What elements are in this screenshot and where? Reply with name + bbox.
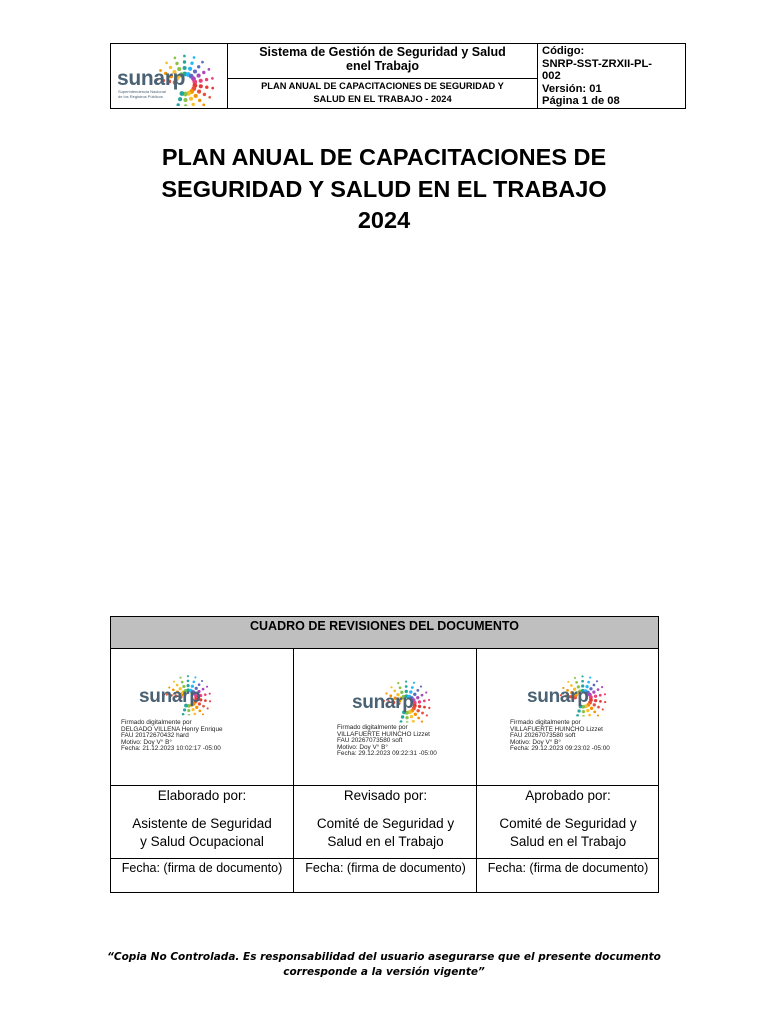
sunburst-dot <box>193 56 196 59</box>
sunburst-dot <box>189 97 193 101</box>
sunburst-dot <box>428 699 430 701</box>
sunburst-dot <box>421 694 424 697</box>
signature-line: VILLAFUERTE HUINCHO Lizzet <box>510 725 603 733</box>
document-title <box>100 142 668 237</box>
sunburst-dot <box>177 103 180 106</box>
sunburst-dot <box>405 716 408 719</box>
sunburst-dot <box>588 714 591 717</box>
date-cell: Fecha: (firma de documento) <box>121 861 283 875</box>
sunburst-dot <box>593 711 596 714</box>
sunburst-dot <box>179 677 181 679</box>
sunburst-dot <box>416 696 419 699</box>
sunburst-dot <box>421 721 423 723</box>
signature-line: DELGADO VILLENA Henry Enrique <box>121 725 223 733</box>
code-label: Código: <box>542 45 585 57</box>
header-title-cell <box>228 44 538 108</box>
sunburst-dot <box>178 97 182 101</box>
sunarp-wordmark: sunarp <box>527 686 589 707</box>
sunburst-dot <box>593 684 596 687</box>
system-title <box>228 44 537 79</box>
sunburst-dot <box>198 99 201 102</box>
sunburst-dot <box>173 681 175 683</box>
sunburst-dot <box>594 699 597 702</box>
sunburst-dot <box>202 705 205 708</box>
signature-line: Firmado digitalmente por <box>510 719 581 726</box>
sunburst-dot <box>199 79 203 83</box>
sunburst-dot <box>589 687 592 690</box>
sunburst-dot <box>203 93 206 96</box>
footer-line-1: “Copia No Controlada. Es responsabilidad del usuario asegurarse que el presente documento <box>107 951 661 963</box>
sunburst-dot <box>604 701 606 703</box>
system-title-line-1: Sistema de Gestión de Seguridad y Salud <box>259 45 506 59</box>
sunburst-dot <box>201 680 203 682</box>
sunburst-dot <box>193 713 196 716</box>
sunburst-dot <box>581 675 583 677</box>
sunburst-dot <box>401 715 404 718</box>
signature-line: Fecha: 21.12.2023 10:02:17 -05:00 <box>121 745 221 753</box>
sunburst-dot <box>581 680 584 683</box>
sunburst-dot <box>182 713 185 715</box>
sunburst-dot <box>423 700 426 703</box>
signature-logo <box>139 668 239 718</box>
sunburst-dot <box>208 68 211 71</box>
signature-block <box>294 648 477 786</box>
sunburst-dot <box>593 703 596 706</box>
sunburst-dot <box>188 67 192 71</box>
sunburst-dot <box>597 714 599 716</box>
signature-logo <box>352 675 452 725</box>
sunburst-dot <box>208 96 211 99</box>
sunburst-dot <box>601 686 603 688</box>
sunburst-dot <box>183 60 186 63</box>
role-name-line-2: y Salud Ocupacional <box>140 834 264 849</box>
sunburst-dot <box>602 708 604 710</box>
sunburst-dot <box>211 77 214 80</box>
plan-subtitle-line-1: PLAN ANUAL DE CAPACITACIONES DE SEGURIDAD Y <box>261 81 504 91</box>
system-title-line-2: enel Trabajo <box>346 59 419 73</box>
sunburst-dot <box>599 700 602 703</box>
revisions-table <box>110 616 659 893</box>
sunburst-dot <box>199 710 202 713</box>
sunburst-dot <box>567 681 569 683</box>
role-name-line-2: Salud en el Trabajo <box>327 834 444 849</box>
signature-block <box>111 648 293 786</box>
sunburst-dot <box>180 91 185 96</box>
page-number: Página 1 de 08 <box>542 95 620 108</box>
title-line-2: SEGURIDAD Y SALUD EN EL TRABAJO <box>161 175 607 202</box>
role-name-line-1: Comité de Seguridad y <box>499 816 637 831</box>
sunburst-dot <box>589 677 591 679</box>
sunburst-dot <box>582 715 585 716</box>
sunburst-dot <box>400 720 403 722</box>
sunburst-dot <box>188 714 191 715</box>
sunburst-dot <box>596 680 598 682</box>
signature-text <box>121 720 223 753</box>
role-name <box>111 815 293 851</box>
role-name-line-1: Asistente de Seguridad <box>132 816 272 831</box>
sunburst-dot <box>207 707 209 709</box>
sunburst-dot <box>190 62 193 65</box>
sunburst-dot <box>425 691 427 693</box>
signature-logo <box>527 670 627 720</box>
version: Versión: 01 <box>542 82 602 95</box>
sunburst-dot <box>204 693 207 696</box>
code-value-2: 002 <box>542 70 561 83</box>
revision-column-revisado <box>293 648 477 892</box>
plan-subtitle <box>228 79 537 108</box>
header-logo-cell <box>111 44 228 108</box>
sunburst-dot <box>202 713 204 715</box>
sunburst-dot <box>587 681 590 684</box>
sunburst-dot <box>205 86 208 89</box>
document-header <box>110 43 686 109</box>
sunarp-wordmark: sunarp <box>352 692 414 713</box>
sunarp-wordmark: sunarp <box>139 686 201 707</box>
sunburst-dot <box>194 94 198 98</box>
sunburst-dot <box>390 686 392 688</box>
title-line-1: PLAN ANUAL DE CAPACITACIONES DE <box>161 144 607 170</box>
sunarp-subtitle-2: de los Registros Públicos <box>118 94 163 99</box>
sunburst-dot <box>414 713 417 716</box>
role-cell <box>477 785 659 859</box>
sunburst-dot <box>418 705 421 708</box>
sunburst-dot <box>204 699 207 702</box>
sunburst-dot <box>187 680 190 683</box>
sunburst-dot <box>405 685 408 688</box>
sunburst-dot <box>420 685 422 687</box>
sunburst-dot <box>410 715 413 718</box>
sunburst-dot <box>416 709 419 712</box>
role-label: Aprobado por: <box>525 788 611 803</box>
sunburst-dot <box>417 717 420 720</box>
sunburst-dot <box>202 71 205 74</box>
plan-subtitle-line-2: SALUD EN EL TRABAJO - 2024 <box>313 94 452 104</box>
sunburst-dot <box>590 707 593 710</box>
sunburst-dot <box>202 688 205 691</box>
role-label: Elaborado por: <box>157 788 247 803</box>
sunburst-dot <box>397 682 399 684</box>
sunburst-dot <box>192 103 195 106</box>
sunburst-dot <box>197 90 201 94</box>
sunburst-dot <box>197 65 200 68</box>
sunburst-dot <box>211 87 214 90</box>
signature-block <box>477 648 659 786</box>
code-value-1: SNRP-SST-ZRXII-PL- <box>542 57 653 70</box>
sunburst-dot <box>165 62 168 65</box>
sunarp-logo <box>115 48 223 104</box>
sunburst-dot <box>405 680 407 682</box>
signature-line: Motivo: Doy V° B° <box>121 738 172 746</box>
sunburst-dot <box>194 676 196 678</box>
date-cell: Fecha: (firma de documento) <box>487 861 649 875</box>
sunburst-dot <box>416 689 419 692</box>
header-code-cell <box>538 44 685 108</box>
sunburst-dot <box>191 708 194 711</box>
signature-line: Motivo: Doy V° B° <box>337 743 388 751</box>
revision-column-elaborado <box>111 648 293 892</box>
sunburst-dot <box>592 690 595 693</box>
sunburst-dot <box>201 61 204 64</box>
sunburst-dot <box>576 714 579 716</box>
role-name <box>477 815 659 851</box>
signature-text <box>337 725 437 758</box>
sunburst-dot <box>406 721 409 722</box>
sunburst-dot <box>597 688 600 691</box>
sunburst-dot <box>174 57 177 60</box>
role-cell <box>111 785 293 859</box>
signature-line: Firmado digitalmente por <box>337 724 408 731</box>
sunburst-dot <box>206 686 208 688</box>
sunburst-dot <box>175 62 178 65</box>
signature-line: VILLAFUERTE HUINCHO Lizzet <box>337 730 430 738</box>
sunburst-dot <box>423 706 426 709</box>
sunburst-dot <box>181 681 184 684</box>
sunburst-dot <box>594 695 597 698</box>
sunburst-dot <box>183 98 187 102</box>
sunburst-dot <box>202 104 205 106</box>
sunburst-dot <box>426 714 428 716</box>
sunburst-dot <box>604 693 606 695</box>
signature-line: Fecha: 29.12.2023 09:22:31 -05:00 <box>337 750 437 758</box>
sunburst-dot <box>412 720 415 723</box>
sunburst-dot <box>399 686 402 689</box>
date-cell: Fecha: (firma de documento) <box>305 861 466 875</box>
sunburst-dot <box>586 709 589 712</box>
revisions-heading: CUADRO DE REVISIONES DEL DOCUMENTO <box>111 617 658 649</box>
signature-line: Firmado digitalmente por <box>121 719 192 726</box>
sunburst-dot <box>184 104 187 106</box>
sunburst-dot <box>183 708 186 711</box>
sunburst-dot <box>599 694 602 697</box>
footer-disclaimer <box>100 950 668 980</box>
signature-text <box>510 720 610 753</box>
sunburst-dot <box>418 700 421 703</box>
sunburst-dot <box>199 84 203 88</box>
sunarp-wordmark: sunarp <box>117 67 186 90</box>
sunburst-dot <box>205 78 208 81</box>
sunburst-dot <box>597 706 600 709</box>
signature-line: Motivo: Doy V° B° <box>510 738 561 746</box>
sunburst-dot <box>411 686 414 689</box>
sunburst-dot <box>582 710 585 713</box>
role-label: Revisado por: <box>343 788 428 803</box>
sunburst-dot <box>193 681 196 684</box>
sunburst-dot <box>413 693 416 696</box>
signature-line: FAU 20172670432 hard <box>121 732 189 740</box>
sunburst-dot <box>187 709 190 712</box>
sunburst-dot <box>209 693 211 695</box>
signature-line: FAU 20267073580 soft <box>510 732 576 740</box>
role-name <box>294 815 477 851</box>
sunburst-dot <box>577 709 580 712</box>
sunburst-dot <box>413 682 415 684</box>
sunburst-dot <box>209 700 211 702</box>
footer-line-2: corresponde a la versión vigente” <box>283 966 485 978</box>
sunburst-dot <box>421 712 424 715</box>
sunburst-dot <box>193 69 197 73</box>
sunburst-dot <box>183 55 186 58</box>
sunburst-dot <box>187 675 189 677</box>
sunburst-dot <box>575 681 578 684</box>
sunburst-dot <box>428 707 430 709</box>
role-name-line-1: Comité de Seguridad y <box>316 816 455 831</box>
role-cell <box>294 785 477 859</box>
sunarp-subtitle-1: Superintendencia Nacional <box>118 89 166 94</box>
sunburst-dot <box>197 74 201 78</box>
role-name-line-2: Salud en el Trabajo <box>509 834 627 849</box>
signature-line: FAU 20267073580 soft <box>337 737 403 745</box>
sunburst-dot <box>574 677 576 679</box>
title-line-3: 2024 <box>357 207 411 233</box>
revision-column-aprobado <box>476 648 659 892</box>
signature-line: Fecha: 29.12.2023 09:23:02 -05:00 <box>510 745 610 753</box>
